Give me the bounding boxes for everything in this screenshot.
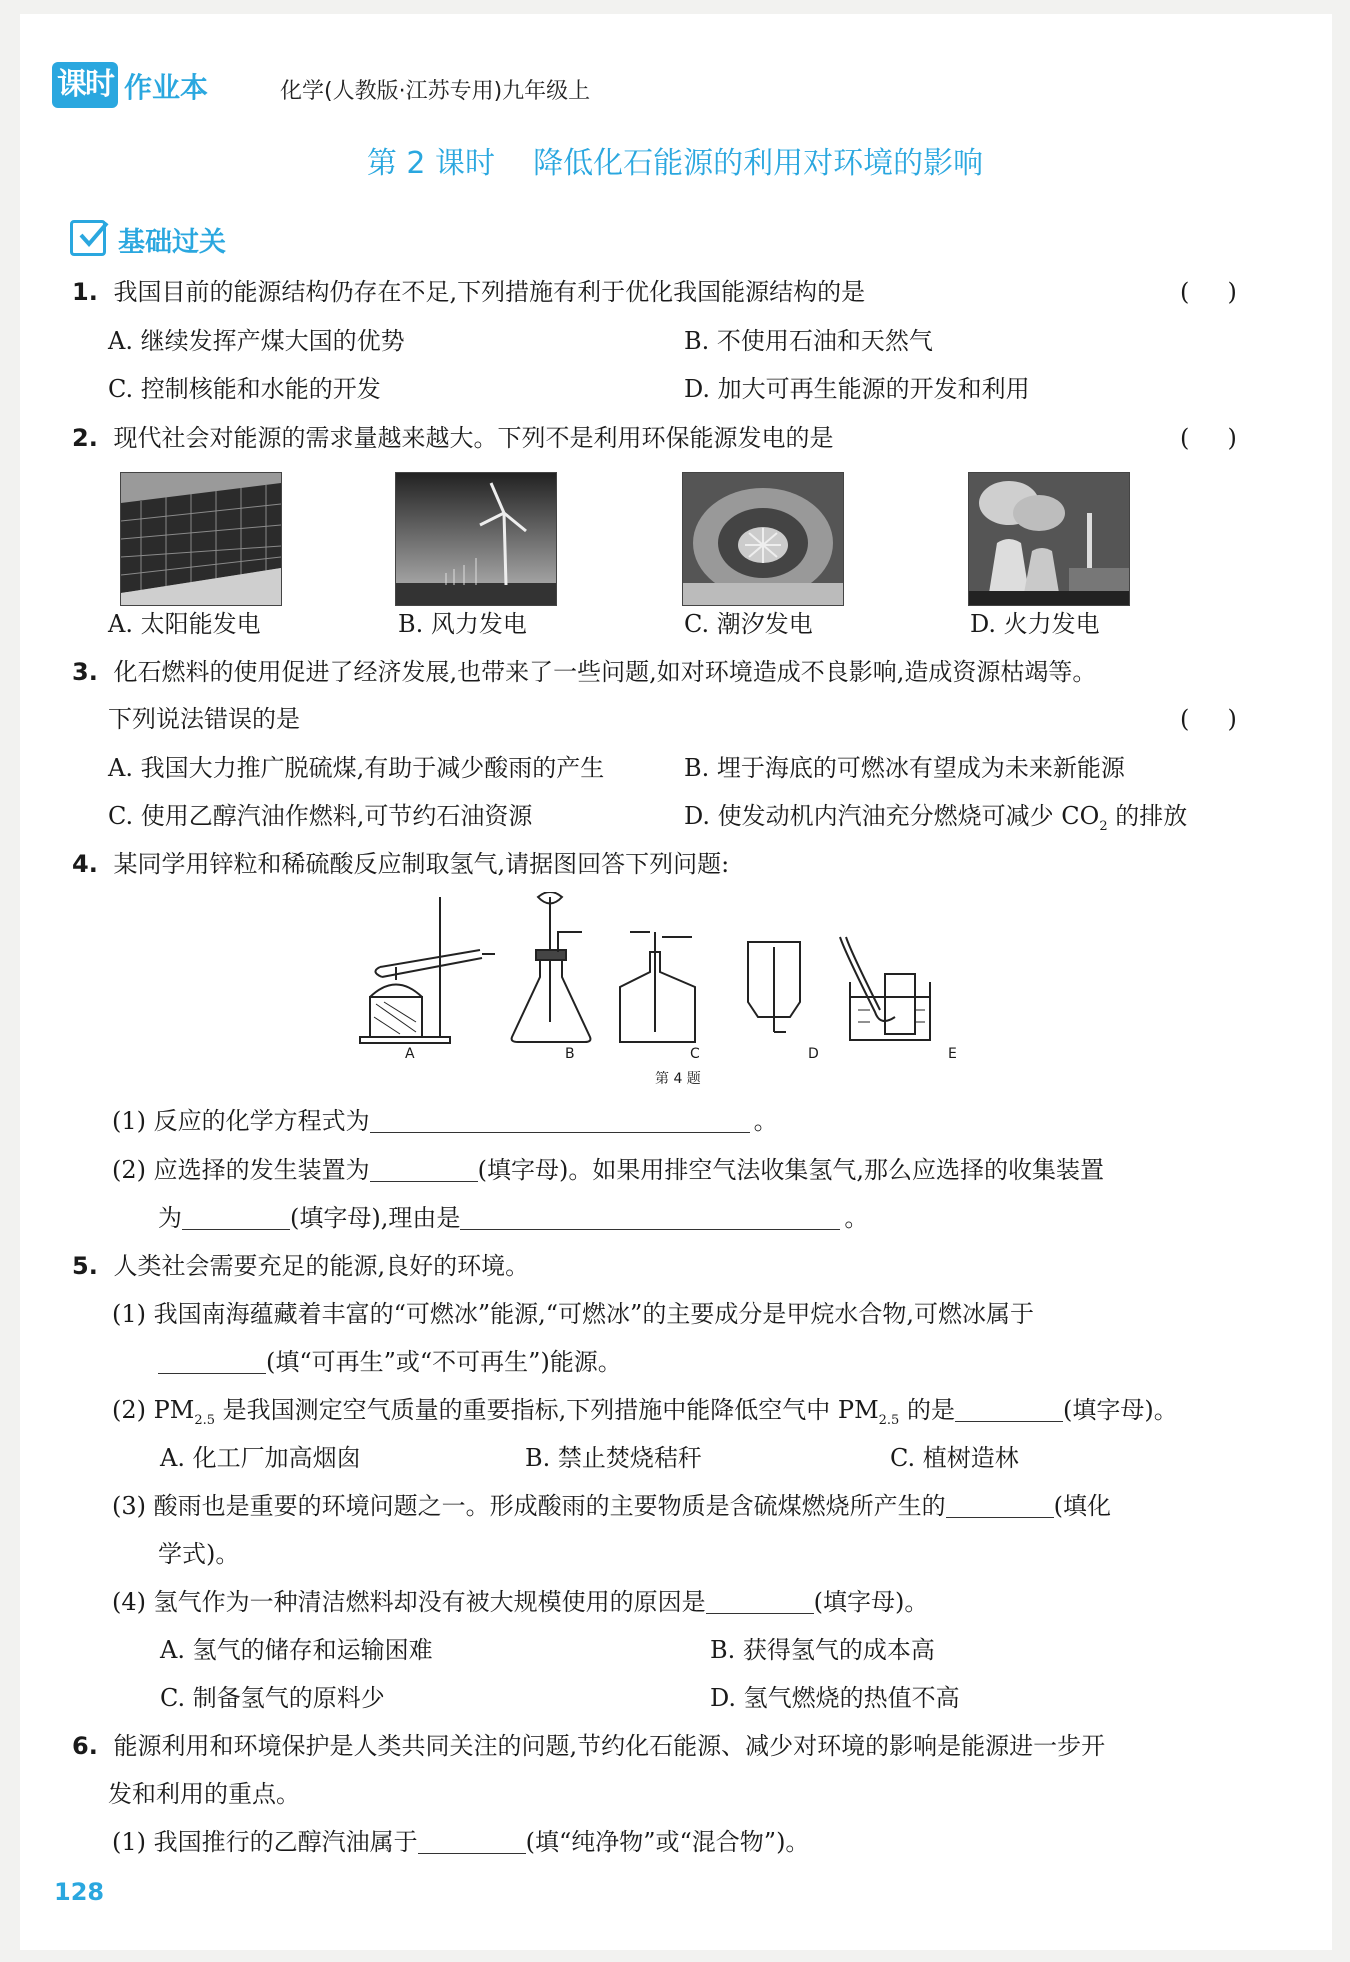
q5-part2-sub1: 2.5 (194, 1412, 216, 1428)
q5-part2-blank[interactable] (955, 1397, 1063, 1422)
q2-stem-text: 现代社会对能源的需求量越来越大。下列不是利用环保能源发电的是 (113, 424, 834, 452)
q2-stem (72, 422, 833, 454)
q1-number: 1. (72, 278, 98, 306)
q6-stem-line1 (72, 1730, 1105, 1762)
figure-label-b: B (565, 1046, 575, 1062)
q6-part1-end: (填“纯净物”或“混合物”)。 (525, 1828, 810, 1856)
q2-option-b[interactable]: B. 风力发电 (398, 610, 527, 638)
q3-stem-line1 (72, 656, 1096, 688)
q2-number: 2. (72, 424, 98, 452)
page-number: 128 (54, 1878, 105, 1906)
thermal-power-plant-image (968, 472, 1130, 606)
q3-stem-text1: 化石燃料的使用促进了经济发展,也带来了一些问题,如对环境造成不良影响,造成资源枯竭等。 (113, 658, 1097, 686)
q3-option-d-pre: D. 使发动机内汽油充分燃烧可减少 CO (684, 802, 1100, 830)
q3-option-d[interactable] (684, 800, 1187, 843)
q4-generator-blank[interactable] (370, 1157, 478, 1182)
q6-stem-line2: 发和利用的重点。 (108, 1780, 300, 1808)
q5-stem-text: 人类社会需要充足的能源,良好的环境。 (113, 1252, 530, 1280)
q6-number: 6. (72, 1732, 98, 1760)
q5-part3-line2: 学式)。 (158, 1540, 240, 1568)
figure-caption: 第 4 题 (655, 1071, 701, 1087)
q6-part1 (112, 1826, 809, 1858)
q5-part4-option-d[interactable]: D. 氢气燃烧的热值不高 (710, 1684, 960, 1712)
figure-label-e: E (948, 1046, 957, 1062)
q5-part2-d: (填字母)。 (1062, 1396, 1178, 1424)
q4-equation-blank[interactable] (370, 1108, 750, 1133)
q3-option-c[interactable]: C. 使用乙醇汽油作燃料,可节约石油资源 (108, 802, 533, 830)
q5-part2-sub2: 2.5 (878, 1412, 900, 1428)
q1-stem (72, 276, 865, 308)
q4-reason-blank[interactable] (460, 1205, 840, 1230)
q3-option-d-post: 的排放 (1107, 802, 1188, 830)
q5-part4-blank[interactable] (706, 1589, 814, 1614)
q1-stem-text: 我国目前的能源结构仍存在不足,下列措施有利于优化我国能源结构的是 (113, 278, 866, 306)
q4-part2-l2-post: 。 (844, 1204, 869, 1232)
q5-part2-b: 是我国测定空气质量的重要指标,下列措施中能降低空气中 PM (215, 1396, 879, 1424)
q5-part2-a: (2) PM (112, 1396, 195, 1424)
q4-part2-line2 (158, 1202, 868, 1234)
q4-part1-text: (1) 反应的化学方程式为 (112, 1107, 370, 1135)
q5-part1-line2-text: (填“可再生”或“不可再生”)能源。 (266, 1348, 622, 1376)
wind-turbine-image (395, 472, 557, 606)
q5-part2-option-b[interactable]: B. 禁止焚烧秸秆 (525, 1444, 702, 1472)
q4-collector-blank[interactable] (182, 1205, 290, 1230)
q1-answer-paren[interactable]: ( ) (1180, 278, 1237, 306)
q4-stem-text: 某同学用锌粒和稀硫酸反应制取氢气,请据图回答下列问题: (113, 850, 730, 878)
q5-part4-option-b[interactable]: B. 获得氢气的成本高 (710, 1636, 935, 1664)
q2-option-c[interactable]: C. 潮汐发电 (684, 610, 813, 638)
solar-panel-image (120, 472, 282, 606)
q1-option-c[interactable]: C. 控制核能和水能的开发 (108, 375, 381, 403)
q5-part1-blank[interactable] (158, 1349, 266, 1374)
q5-part2-option-a[interactable]: A. 化工厂加高烟囱 (160, 1444, 361, 1472)
q4-part2-mid: (填字母)。如果用排空气法收集氢气,那么应选择的收集装置 (477, 1156, 1104, 1184)
q2-option-a[interactable]: A. 太阳能发电 (108, 610, 261, 638)
lesson-title: 第 2 课时 降低化石能源的利用对环境的影响 (366, 146, 984, 181)
subject-label: 化学(人教版·江苏专用)九年级上 (280, 79, 591, 104)
q4-stem (72, 848, 729, 880)
brand-logo-box: 课时 (52, 62, 118, 108)
q1-option-d[interactable]: D. 加大可再生能源的开发和利用 (684, 375, 1030, 403)
apparatus-figure (350, 892, 1030, 1072)
q3-stem-line2: 下列说法错误的是 (108, 705, 300, 733)
q5-part2-c: 的是 (899, 1396, 955, 1424)
q4-part2-line1 (112, 1154, 1104, 1186)
q5-part4-option-a[interactable]: A. 氢气的储存和运输困难 (160, 1636, 433, 1664)
q1-option-b[interactable]: B. 不使用石油和天然气 (684, 327, 933, 355)
q5-part2-option-c[interactable]: C. 植树造林 (890, 1444, 1019, 1472)
tidal-turbine-image (682, 472, 844, 606)
checkbox-icon (70, 220, 106, 256)
q4-part1-end: 。 (753, 1107, 778, 1135)
q3-option-b[interactable]: B. 埋于海底的可燃冰有望成为未来新能源 (684, 754, 1125, 782)
section-title: 基础过关 (118, 227, 226, 258)
q6-stem-text1: 能源利用和环境保护是人类共同关注的问题,节约化石能源、减少对环境的影响是能源进一步开 (113, 1732, 1106, 1760)
q5-part3-text: (3) 酸雨也是重要的环境问题之一。形成酸雨的主要物质是含硫煤燃烧所产生的 (112, 1492, 946, 1520)
q2-answer-paren[interactable]: ( ) (1180, 424, 1237, 452)
q5-part3-line1 (112, 1490, 1111, 1522)
q5-number: 5. (72, 1252, 98, 1280)
q5-part4-text: (4) 氢气作为一种清洁燃料却没有被大规模使用的原因是 (112, 1588, 706, 1616)
figure-label-c: C (690, 1046, 700, 1062)
q4-part2-l2-mid: (填字母),理由是 (290, 1204, 461, 1232)
q5-part1-line1: (1) 我国南海蕴藏着丰富的“可燃冰”能源,“可燃冰”的主要成分是甲烷水合物,可燃冰属于 (112, 1300, 1034, 1328)
q5-part4-option-c[interactable]: C. 制备氢气的原料少 (160, 1684, 385, 1712)
q3-option-d-sub: 2 (1099, 818, 1108, 834)
q6-part1-text: (1) 我国推行的乙醇汽油属于 (112, 1828, 418, 1856)
q5-part4 (112, 1586, 928, 1618)
q2-option-d[interactable]: D. 火力发电 (970, 610, 1100, 638)
q6-part1-blank[interactable] (418, 1829, 526, 1854)
q3-number: 3. (72, 658, 98, 686)
q4-part1 (112, 1105, 778, 1137)
q5-stem (72, 1250, 529, 1282)
q4-part2-text: (2) 应选择的发生装置为 (112, 1156, 370, 1184)
q3-answer-paren[interactable]: ( ) (1180, 705, 1237, 733)
brand-name: 作业本 (124, 71, 209, 104)
figure-label-a: A (405, 1046, 415, 1062)
q4-number: 4. (72, 850, 98, 878)
q5-part4-end: (填字母)。 (813, 1588, 929, 1616)
q4-part2-l2-pre: 为 (158, 1204, 182, 1232)
q5-part1-line2 (158, 1346, 622, 1378)
q5-part3-end: (填化 (1053, 1492, 1111, 1520)
q1-option-a[interactable]: A. 继续发挥产煤大国的优势 (108, 327, 405, 355)
figure-label-d: D (808, 1046, 819, 1062)
q5-part2 (112, 1394, 1178, 1437)
q5-part3-blank[interactable] (946, 1493, 1054, 1518)
q3-option-a[interactable]: A. 我国大力推广脱硫煤,有助于减少酸雨的产生 (108, 754, 605, 782)
